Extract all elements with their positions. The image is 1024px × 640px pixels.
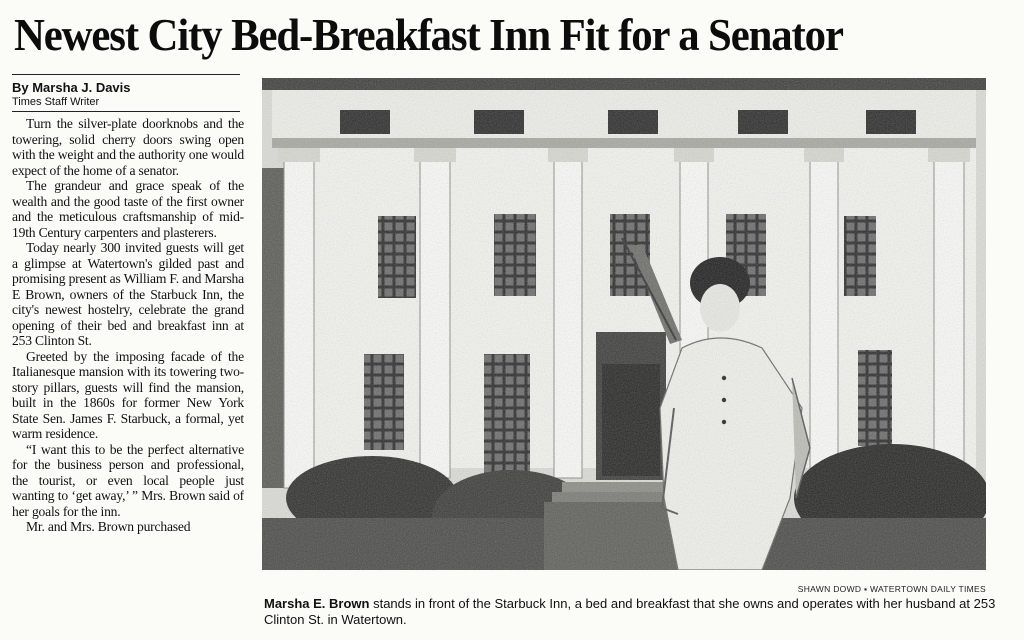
inn-photo [262, 78, 986, 570]
caption-subject-name: Marsha E. Brown [264, 596, 370, 611]
photo-credit: SHAWN DOWD ▪ WATERTOWN DAILY TIMES [797, 584, 986, 594]
byline-bottom-rule [12, 111, 240, 112]
photo-caption [264, 596, 1004, 628]
caption-text: stands in front of the Starbuck Inn, a bed and breakfast that she owns and operates with her husband at 253 Clinton St. in Watertown. [264, 596, 996, 627]
byline-author: By Marsha J. Davis [12, 80, 131, 95]
article-paragraph: Today nearly 300 invited guests will get a glimpse at Watertown's gilded past and promising present as William F. and Marsha E Brown, owners of the Starbuck Inn, the city's newest hostelry, celebrate the grand opening of their bed and breakfast inn at 253 Clinton St. [12, 240, 244, 348]
article-paragraph: “I want this to be the perfect alternative for the business person and professional, the tourist, or even local people just wanting to ‘get away,’ ” Mrs. Brown said of her goals for the inn. [12, 441, 244, 519]
article-column [12, 116, 244, 640]
article-paragraph: Turn the silver-plate doorknobs and the towering, solid cherry doors swing open with the weight and the authority one would expect of the home of a senator. [12, 116, 244, 178]
byline-top-rule [12, 74, 240, 75]
byline-title: Times Staff Writer [12, 96, 100, 108]
article-paragraph: The grandeur and grace speak of the wealth and the good taste of the first owner and the meticulous craftsmanship of mid-19th Century carpenters and plasterers. [12, 178, 244, 240]
article-paragraph: Mr. and Mrs. Brown purchased [26, 519, 191, 534]
inn-photo-illustration [262, 78, 986, 570]
article-paragraph: Greeted by the imposing facade of the Italianesque mansion with its towering two-story pillars, guests will find the mansion, built in the 1860s for former New York State Sen. James F. Starbuck, a formal, yet warm residence. [12, 348, 244, 441]
headline: Newest City Bed-Breakfast Inn Fit for a Senator [14, 9, 843, 60]
